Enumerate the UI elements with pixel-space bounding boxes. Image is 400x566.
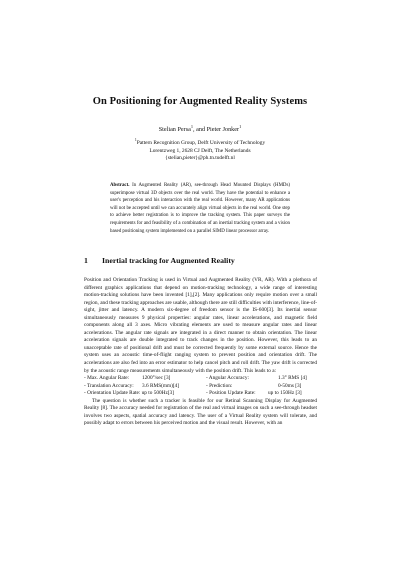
spec-label: - Max. Angular Rate:	[84, 375, 130, 382]
paragraph: The question is whether such a tracker is feasible for our Retinal Scanning Display for Augmented Reality [8]. The accuracy needed for registration of the real and virtual images on such a see-through headset involves two aspects, spatial accuracy and latency. The user of a Virtual Reality system will tolerate, and possibly adapt to errors between his perceived motion and the visual result. However, with an	[84, 397, 317, 427]
abstract-label: Abstract.	[110, 183, 130, 188]
spec-label: - Prediction:	[206, 382, 233, 389]
section-body	[84, 277, 317, 428]
spec-row	[84, 390, 317, 398]
affiliation-mark: 1	[190, 123, 194, 129]
paper-title: On Positioning for Augmented Reality Systems	[92, 96, 308, 107]
spec-row	[84, 375, 317, 383]
spec-value: up to 150Hz [3]	[268, 390, 302, 397]
affiliation-mark: 1	[134, 138, 137, 143]
spec-label: - Angular Accuracy:	[206, 375, 249, 382]
paragraph: Position and Orientation Tracking is used in Virtual and Augmented Reality (VR, AR). With a plethora of different graphics applications that depend on motion-tracking technology, a wide range of interesting motion-tracking solutions have been invented [1],[2]. Many applications only require motion over a small region, and these tracking approaches are usable, although there are still difficulties with interference, line-of-sight, jitter and latency. A modern six-degree of freedom sensor is the IS-600[3]. Its inertial sensor simultaneously measures 9 physical properties: angular rates, linear accelerations, and magnetic field components along all 3 axes. Micro vibrating elements are used to measure angular rates and linear accelerations. The angular rate signals are integrated in a direct manner to obtain orientation. The linear acceleration signals are double integrated to track changes in the position. However, this leads to an unacceptable rate of positional drift and must be corrected frequently by some external source. Hence the system uses an acoustic time-of-flight ranging system to prevent position and orientation drift. The accelerations are also fed into an error estimator to help cancel pitch and roll drift. The yaw drift is corrected by the acoustic range measurements simultaneously with the position drift. This leads to a:	[84, 277, 317, 374]
affiliation-block	[0, 140, 400, 163]
section-number: 1	[84, 256, 88, 265]
author-line	[0, 123, 400, 133]
author-name: Pieter Jonker	[206, 126, 240, 133]
spec-label: - Translation Accuracy:	[84, 382, 134, 389]
spec-label: - Position Update Rate:	[206, 390, 256, 397]
spec-value: 1200°/sec [3]	[142, 375, 171, 382]
spec-value: 1.3° RMS [4]	[278, 375, 307, 382]
spec-label: - Orientation Update Rate: up to 500Hz[3]	[84, 390, 175, 397]
abstract-text: In Augmented Reality (AR), see-through Head Mounted Displays (HMDs) superimpose virtual 3D objects over the real world. They have the potential to enhance a user's perception and his interaction with the real world. However, many AR applications will not be accepted until we can accurately align virtual objects in the real world. One step to achieve better registration is to improve the tracking system. This paper surveys the requirements for and feasibility of a combination of an inertial tracking system and a vision based positioning system implemented on a parallel SIMD linear processor array.	[110, 183, 290, 234]
spec-value: 3.6 RMS(mm)[4]	[142, 382, 180, 389]
author-separator: , and	[193, 126, 207, 133]
abstract	[110, 182, 290, 235]
affiliation-address: Lorentzweg 1, 2628 CJ Delft, The Netherlands	[149, 147, 251, 154]
author-name: Stelian Persa	[158, 126, 191, 133]
section-title: Inertial tracking for Augmented Reality	[102, 256, 235, 265]
affiliation-mark: 1	[239, 123, 242, 129]
spec-value: 0-50ms [3]	[278, 382, 302, 389]
spec-row	[84, 383, 317, 391]
affiliation-group: $^1$Pattern Recognition Group, Delft University of Technology	[134, 138, 266, 146]
section-heading	[84, 256, 324, 265]
affiliation-email: {stelian,pieter}@ph.tn.tudelft.nl	[165, 155, 235, 162]
